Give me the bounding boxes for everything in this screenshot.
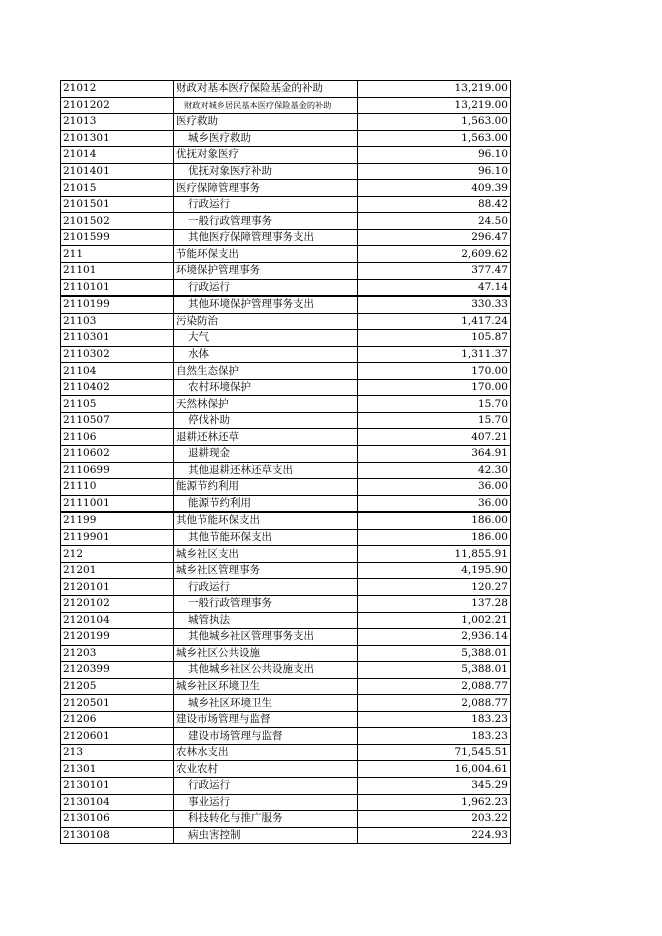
row-amount: 36.00 bbox=[358, 479, 511, 496]
row-item-name: 其他城乡社区管理事务支出 bbox=[174, 629, 358, 646]
table-row bbox=[61, 263, 511, 280]
table-row bbox=[61, 562, 511, 579]
row-amount: 13,219.00 bbox=[358, 81, 511, 98]
row-code: 21203 bbox=[61, 645, 174, 662]
table-row bbox=[61, 595, 511, 612]
row-amount: 47.14 bbox=[358, 279, 511, 296]
row-code: 211 bbox=[61, 246, 174, 263]
row-code: 21105 bbox=[61, 396, 174, 413]
row-item-name: 农业农村 bbox=[174, 761, 358, 778]
row-item-name: 城乡医疗救助 bbox=[174, 130, 358, 147]
row-item-name: 能源节约利用 bbox=[174, 495, 358, 512]
row-amount: 364.91 bbox=[358, 446, 511, 463]
row-item-name: 节能环保支出 bbox=[174, 246, 358, 263]
row-amount: 1,311.37 bbox=[358, 346, 511, 363]
table-row bbox=[61, 495, 511, 512]
table-row bbox=[61, 279, 511, 296]
row-item-name: 行政运行 bbox=[174, 777, 358, 794]
row-code: 2101301 bbox=[61, 130, 174, 147]
row-code: 2130108 bbox=[61, 827, 174, 844]
row-amount: 1,002.21 bbox=[358, 612, 511, 629]
row-amount: 345.29 bbox=[358, 777, 511, 794]
table-row bbox=[61, 363, 511, 380]
row-amount: 5,388.01 bbox=[358, 662, 511, 679]
table-row bbox=[61, 695, 511, 712]
row-amount: 137.28 bbox=[358, 595, 511, 612]
row-code: 21205 bbox=[61, 678, 174, 695]
row-code: 21013 bbox=[61, 114, 174, 131]
table-row bbox=[61, 711, 511, 728]
row-item-name: 天然林保护 bbox=[174, 396, 358, 413]
row-amount: 1,417.24 bbox=[358, 313, 511, 330]
table-row bbox=[61, 296, 511, 313]
row-code: 2110101 bbox=[61, 279, 174, 296]
row-item-name: 一般行政管理事务 bbox=[174, 595, 358, 612]
row-item-name: 建设市场管理与监督 bbox=[174, 728, 358, 745]
row-item-name: 财政对基本医疗保险基金的补助 bbox=[174, 81, 358, 98]
table-row bbox=[61, 462, 511, 479]
row-item-name: 财政对城乡居民基本医疗保险基金的补助 bbox=[174, 97, 358, 114]
row-code: 2119901 bbox=[61, 529, 174, 546]
table-row bbox=[61, 114, 511, 131]
row-code: 212 bbox=[61, 546, 174, 563]
row-amount: 2,936.14 bbox=[358, 629, 511, 646]
row-item-name: 城乡社区公共设施 bbox=[174, 645, 358, 662]
row-item-name: 行政运行 bbox=[174, 196, 358, 213]
table-row bbox=[61, 761, 511, 778]
row-amount: 186.00 bbox=[358, 512, 511, 529]
row-code: 2101401 bbox=[61, 163, 174, 180]
table-row bbox=[61, 546, 511, 563]
table-row bbox=[61, 81, 511, 98]
row-item-name: 医疗保障管理事务 bbox=[174, 180, 358, 197]
row-code: 2120104 bbox=[61, 612, 174, 629]
table-row bbox=[61, 180, 511, 197]
row-code: 2130101 bbox=[61, 777, 174, 794]
budget-table-body bbox=[61, 81, 511, 844]
row-code: 2120501 bbox=[61, 695, 174, 712]
row-item-name: 行政运行 bbox=[174, 279, 358, 296]
table-row bbox=[61, 728, 511, 745]
row-item-name: 城乡社区环境卫生 bbox=[174, 695, 358, 712]
row-item-name: 建设市场管理与监督 bbox=[174, 711, 358, 728]
row-item-name: 能源节约利用 bbox=[174, 479, 358, 496]
row-item-name: 其他城乡社区公共设施支出 bbox=[174, 662, 358, 679]
row-amount: 170.00 bbox=[358, 379, 511, 396]
table-row bbox=[61, 97, 511, 114]
row-amount: 2,088.77 bbox=[358, 695, 511, 712]
row-code: 2101202 bbox=[61, 97, 174, 114]
row-code: 2110301 bbox=[61, 330, 174, 347]
row-code: 21201 bbox=[61, 562, 174, 579]
row-code: 21199 bbox=[61, 512, 174, 529]
row-amount: 1,563.00 bbox=[358, 114, 511, 131]
row-item-name: 农村环境保护 bbox=[174, 379, 358, 396]
row-code: 21104 bbox=[61, 363, 174, 380]
row-item-name: 环境保护管理事务 bbox=[174, 263, 358, 280]
row-item-name: 一般行政管理事务 bbox=[174, 213, 358, 230]
row-amount: 183.23 bbox=[358, 711, 511, 728]
row-amount: 296.47 bbox=[358, 229, 511, 246]
row-code: 2120399 bbox=[61, 662, 174, 679]
table-row bbox=[61, 130, 511, 147]
row-code: 21015 bbox=[61, 180, 174, 197]
row-amount: 71,545.51 bbox=[358, 744, 511, 761]
row-code: 2120601 bbox=[61, 728, 174, 745]
row-amount: 2,609.62 bbox=[358, 246, 511, 263]
row-item-name: 其他医疗保障管理事务支出 bbox=[174, 229, 358, 246]
row-item-name: 停伐补助 bbox=[174, 412, 358, 429]
row-amount: 24.50 bbox=[358, 213, 511, 230]
row-code: 2110602 bbox=[61, 446, 174, 463]
row-item-name: 其他退耕还林还草支出 bbox=[174, 462, 358, 479]
table-row bbox=[61, 196, 511, 213]
row-amount: 13,219.00 bbox=[358, 97, 511, 114]
table-row bbox=[61, 446, 511, 463]
row-code: 21103 bbox=[61, 313, 174, 330]
row-item-name: 水体 bbox=[174, 346, 358, 363]
row-item-name: 事业运行 bbox=[174, 794, 358, 811]
row-item-name: 优抚对象医疗 bbox=[174, 147, 358, 164]
table-row bbox=[61, 163, 511, 180]
table-row bbox=[61, 229, 511, 246]
row-amount: 407.21 bbox=[358, 429, 511, 446]
table-row bbox=[61, 330, 511, 347]
row-amount: 377.47 bbox=[358, 263, 511, 280]
row-code: 2120199 bbox=[61, 629, 174, 646]
row-code: 21014 bbox=[61, 147, 174, 164]
row-code: 21301 bbox=[61, 761, 174, 778]
table-row bbox=[61, 579, 511, 596]
row-amount: 15.70 bbox=[358, 412, 511, 429]
row-amount: 170.00 bbox=[358, 363, 511, 380]
row-code: 213 bbox=[61, 744, 174, 761]
row-item-name: 退耕现金 bbox=[174, 446, 358, 463]
row-item-name: 其他节能环保支出 bbox=[174, 529, 358, 546]
row-item-name: 城乡社区环境卫生 bbox=[174, 678, 358, 695]
table-row bbox=[61, 147, 511, 164]
row-item-name: 其他节能环保支出 bbox=[174, 512, 358, 529]
table-row bbox=[61, 794, 511, 811]
table-row bbox=[61, 612, 511, 629]
row-amount: 96.10 bbox=[358, 163, 511, 180]
row-amount: 409.39 bbox=[358, 180, 511, 197]
row-amount: 4,195.90 bbox=[358, 562, 511, 579]
row-code: 2130106 bbox=[61, 811, 174, 828]
row-amount: 42.30 bbox=[358, 462, 511, 479]
table-row bbox=[61, 529, 511, 546]
row-code: 2130104 bbox=[61, 794, 174, 811]
row-amount: 16,004.61 bbox=[358, 761, 511, 778]
row-item-name: 行政运行 bbox=[174, 579, 358, 596]
row-item-name: 大气 bbox=[174, 330, 358, 347]
table-row bbox=[61, 678, 511, 695]
table-row bbox=[61, 313, 511, 330]
row-code: 2110699 bbox=[61, 462, 174, 479]
row-item-name: 农林水支出 bbox=[174, 744, 358, 761]
table-row bbox=[61, 412, 511, 429]
table-row bbox=[61, 479, 511, 496]
row-amount: 120.27 bbox=[358, 579, 511, 596]
row-code: 2101599 bbox=[61, 229, 174, 246]
table-row bbox=[61, 811, 511, 828]
table-row bbox=[61, 396, 511, 413]
table-row bbox=[61, 213, 511, 230]
table-row bbox=[61, 744, 511, 761]
row-code: 2110302 bbox=[61, 346, 174, 363]
row-item-name: 其他环境保护管理事务支出 bbox=[174, 296, 358, 313]
row-code: 2120102 bbox=[61, 595, 174, 612]
row-item-name: 科技转化与推广服务 bbox=[174, 811, 358, 828]
row-item-name: 病虫害控制 bbox=[174, 827, 358, 844]
row-item-name: 城管执法 bbox=[174, 612, 358, 629]
row-amount: 203.22 bbox=[358, 811, 511, 828]
row-item-name: 城乡社区管理事务 bbox=[174, 562, 358, 579]
row-item-name: 污染防治 bbox=[174, 313, 358, 330]
table-row bbox=[61, 379, 511, 396]
row-code: 2110507 bbox=[61, 412, 174, 429]
table-row bbox=[61, 512, 511, 529]
row-amount: 96.10 bbox=[358, 147, 511, 164]
table-row bbox=[61, 429, 511, 446]
row-amount: 88.42 bbox=[358, 196, 511, 213]
table-row bbox=[61, 629, 511, 646]
row-code: 21110 bbox=[61, 479, 174, 496]
row-amount: 183.23 bbox=[358, 728, 511, 745]
row-amount: 1,563.00 bbox=[358, 130, 511, 147]
table-row bbox=[61, 827, 511, 844]
row-item-name: 城乡社区支出 bbox=[174, 546, 358, 563]
row-code: 21206 bbox=[61, 711, 174, 728]
row-code: 2120101 bbox=[61, 579, 174, 596]
budget-table bbox=[60, 80, 511, 844]
row-amount: 15.70 bbox=[358, 396, 511, 413]
table-row bbox=[61, 777, 511, 794]
row-code: 21101 bbox=[61, 263, 174, 280]
row-code: 21106 bbox=[61, 429, 174, 446]
row-amount: 330.33 bbox=[358, 296, 511, 313]
row-amount: 11,855.91 bbox=[358, 546, 511, 563]
row-item-name: 优抚对象医疗补助 bbox=[174, 163, 358, 180]
row-amount: 36.00 bbox=[358, 495, 511, 512]
row-amount: 186.00 bbox=[358, 529, 511, 546]
row-code: 21012 bbox=[61, 81, 174, 98]
table-row bbox=[61, 645, 511, 662]
row-amount: 105.87 bbox=[358, 330, 511, 347]
row-item-name: 退耕还林还草 bbox=[174, 429, 358, 446]
row-amount: 224.93 bbox=[358, 827, 511, 844]
row-item-name: 自然生态保护 bbox=[174, 363, 358, 380]
row-code: 2101502 bbox=[61, 213, 174, 230]
table-row bbox=[61, 346, 511, 363]
row-code: 2110199 bbox=[61, 296, 174, 313]
row-code: 2101501 bbox=[61, 196, 174, 213]
row-item-name: 医疗救助 bbox=[174, 114, 358, 131]
row-amount: 5,388.01 bbox=[358, 645, 511, 662]
table-row bbox=[61, 246, 511, 263]
row-amount: 2,088.77 bbox=[358, 678, 511, 695]
row-code: 2111001 bbox=[61, 495, 174, 512]
table-row bbox=[61, 662, 511, 679]
row-amount: 1,962.23 bbox=[358, 794, 511, 811]
row-code: 2110402 bbox=[61, 379, 174, 396]
